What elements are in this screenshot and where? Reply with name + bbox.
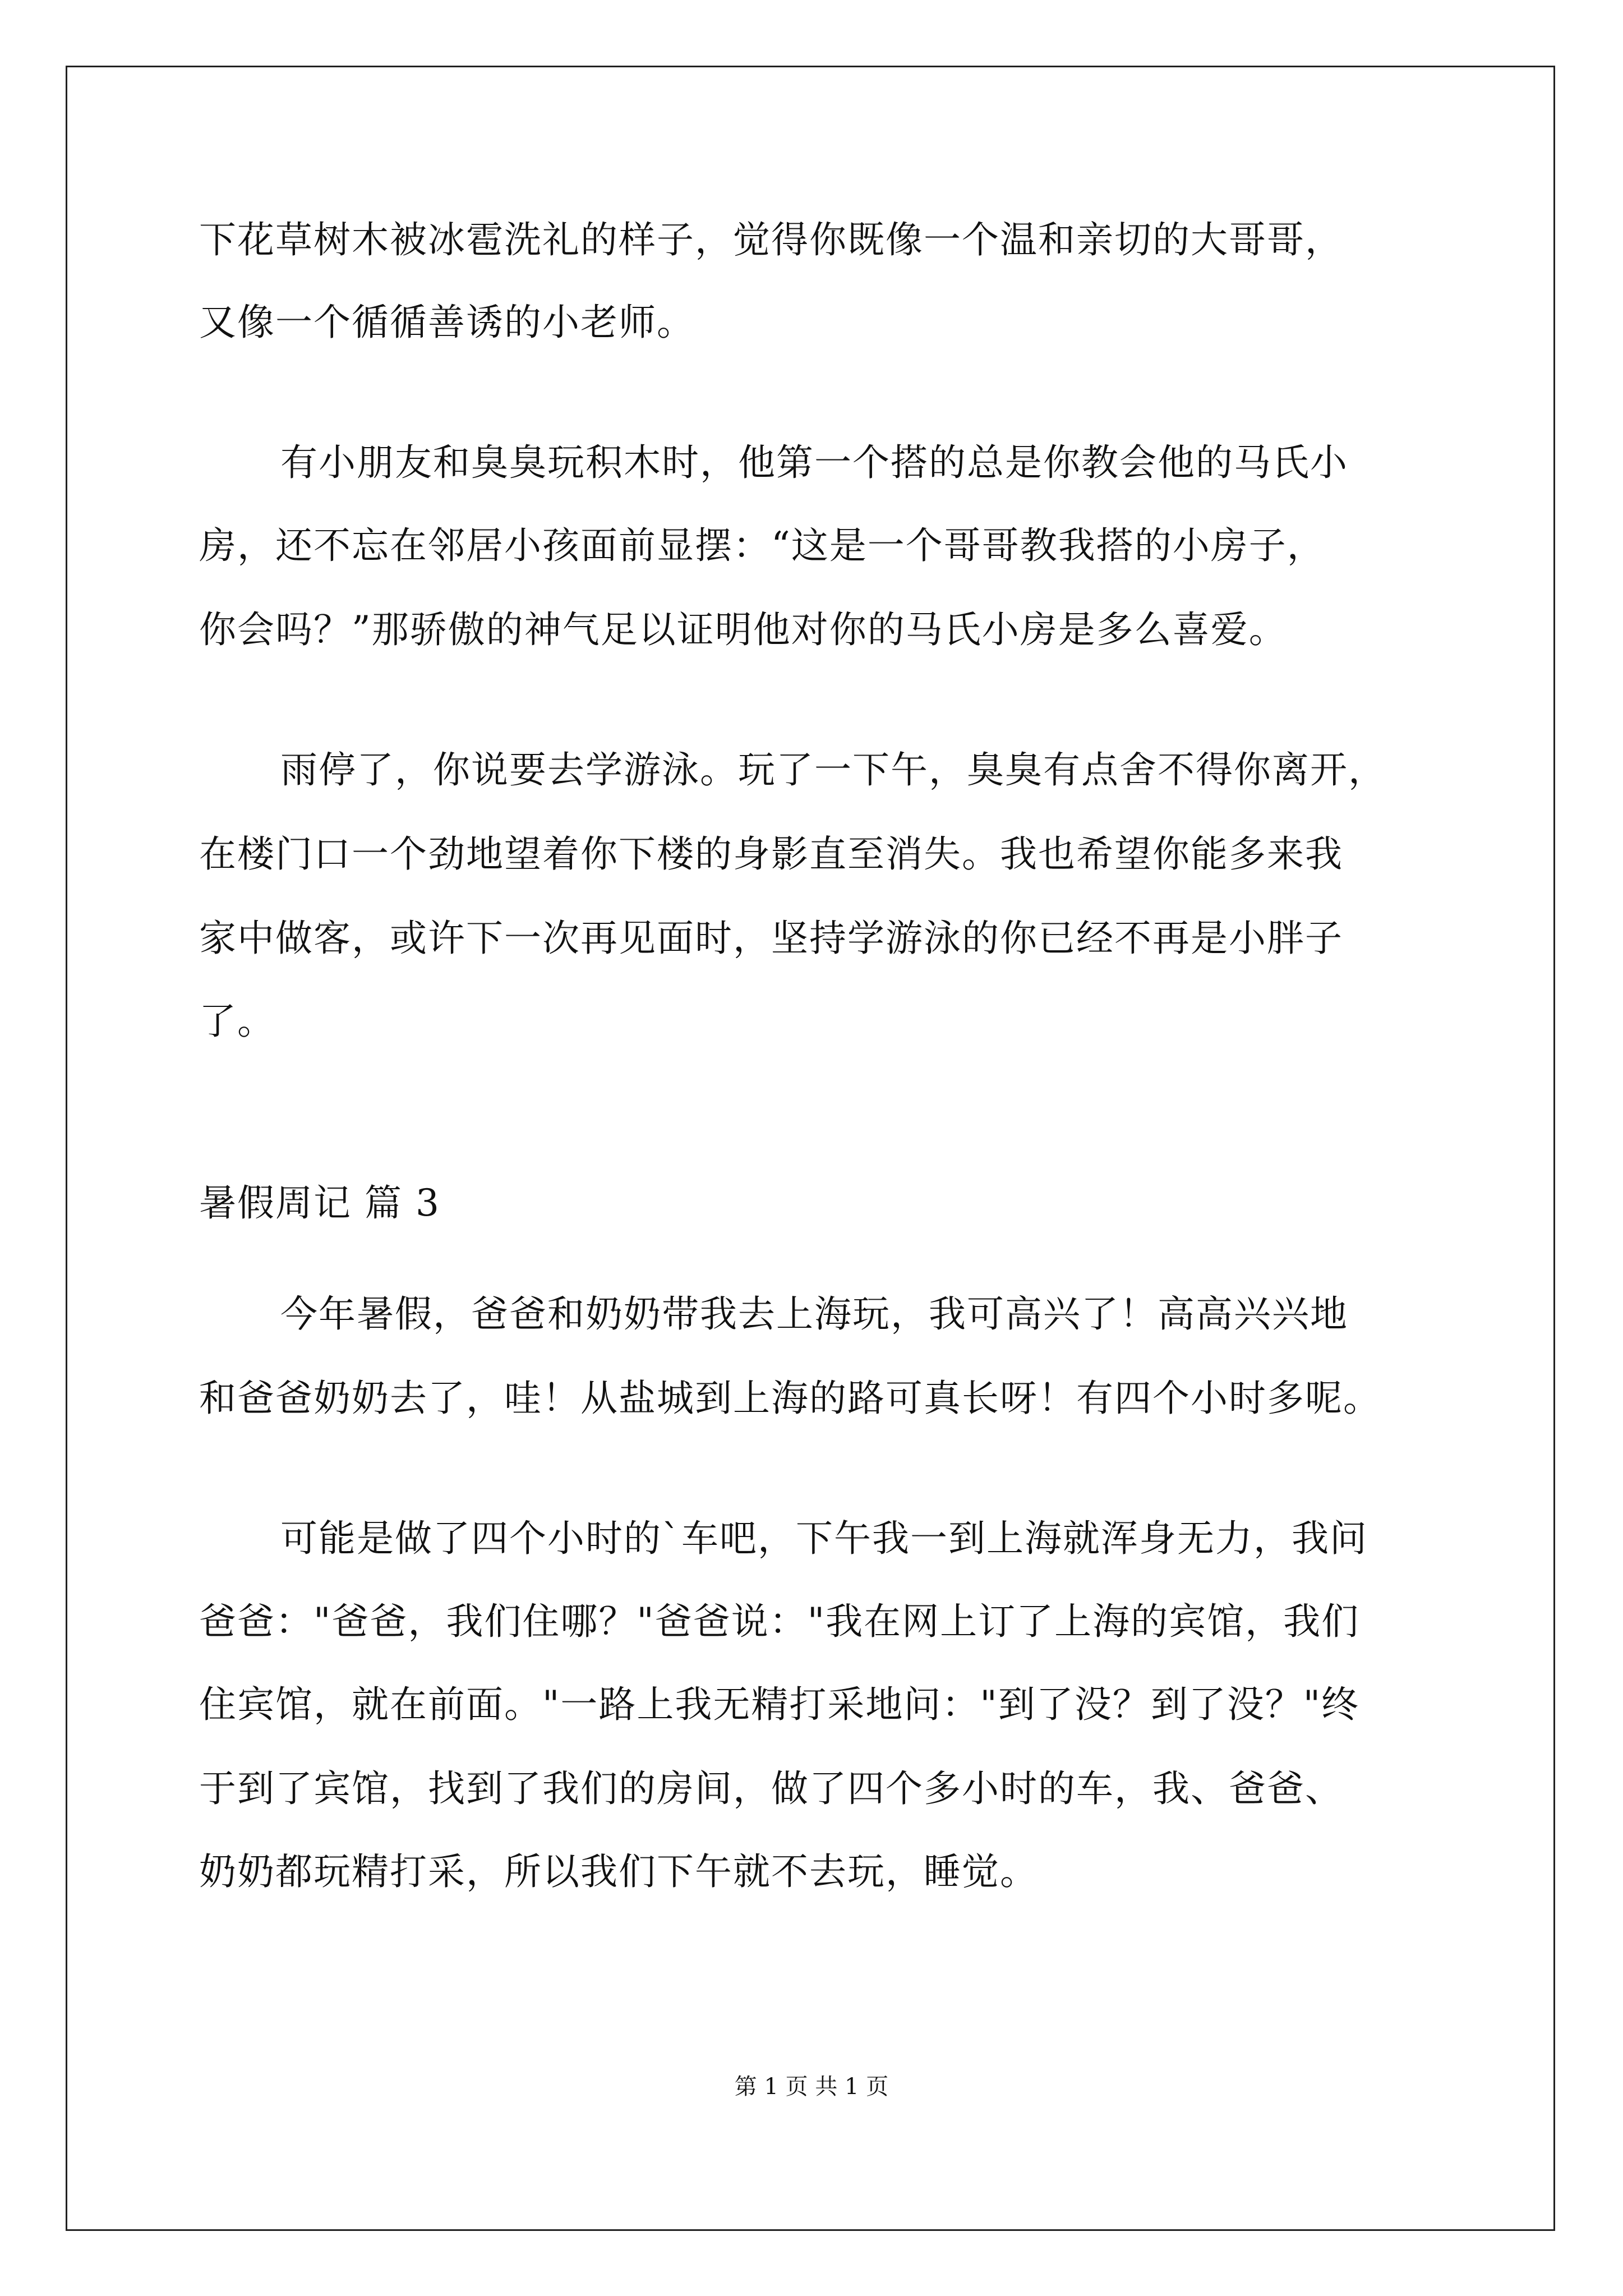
text-line: 今年暑假，爸爸和奶奶带我去上海玩，我可高兴了！高高兴兴地 [280, 1292, 1348, 1336]
text-line: 你会吗？”那骄傲的神气足以证明他对你的马氏小房是多么喜爱。 [199, 608, 1287, 651]
text-line: 在楼门口一个劲地望着你下楼的身影直至消失。我也希望你能多来我 [199, 832, 1343, 876]
text-line: 和爸爸奶奶去了，哇！从盐城到上海的路可真长呀！有四个小时多呢。 [199, 1377, 1381, 1420]
text-line: 爸爸："爸爸，我们住哪？"爸爸说："我在网上订了上海的宾馆，我们 [199, 1600, 1360, 1643]
text-line: 有小朋友和臭臭玩积木时，他第一个搭的总是你教会他的马氏小 [280, 441, 1348, 484]
text-line: 了。 [199, 1000, 275, 1043]
text-line: 于到了宾馆，找到了我们的房间，做了四个多小时的车，我、爸爸、 [199, 1767, 1343, 1810]
text-line: 家中做客，或许下一次再见面时，坚持学游泳的你已经不再是小胖子 [199, 917, 1343, 960]
page-footer: 第 1 页 共 1 页 [734, 2074, 889, 2100]
text-line: 雨停了，你说要去学游泳。玩了一下午，臭臭有点舍不得你离开， [280, 748, 1386, 792]
text-line: 奶奶都玩精打采，所以我们下午就不去玩，睡觉。 [199, 1850, 1038, 1893]
text-line: 又像一个循循善诱的小老师。 [199, 301, 695, 344]
section-heading: 暑假周记 篇 3 [199, 1181, 440, 1225]
text-line: 下花草树木被冰雹洗礼的样子，觉得你既像一个温和亲切的大哥哥， [199, 218, 1343, 261]
page-border [66, 66, 1555, 2231]
text-line: 可能是做了四个小时的`车吧，下午我一到上海就浑身无力，我问 [280, 1517, 1368, 1560]
text-line: 房，还不忘在邻居小孩面前显摆：“这是一个哥哥教我搭的小房子， [199, 524, 1325, 567]
text-line: 住宾馆，就在前面。"一路上我无精打采地问："到了没？到了没？"终 [199, 1683, 1360, 1726]
